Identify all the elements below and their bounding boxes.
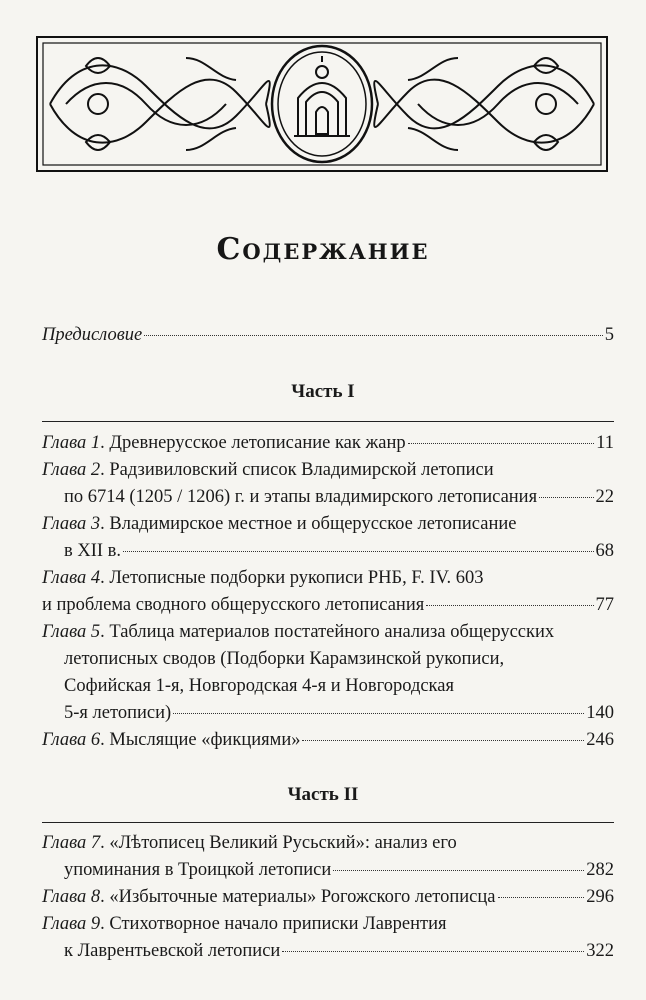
chapter-prefix: Глава 5 [42,622,101,642]
chapter-prefix: Глава 3 [42,514,101,534]
chapter-title: . Таблица материалов постатейного анализа общерусских [100,622,555,642]
toc-entry-chapter-7[interactable] [42,830,614,884]
part-heading: Часть II [287,784,359,805]
chapter-prefix: Глава 4 [42,568,101,588]
page-number: 22 [595,487,614,507]
leader-dots [123,551,593,552]
toc-entry-chapter-2[interactable] [42,457,614,511]
leader-dots [498,897,585,898]
leader-dots [302,740,584,741]
ornamental-header [36,36,608,172]
page-number: 68 [595,541,614,561]
page-number: 11 [596,433,614,453]
toc-entry-chapter-4[interactable] [42,565,614,619]
chapter-prefix: Глава 9 [42,914,101,934]
chapter-title-cont: летописных сводов (Подборки Карамзинской рукописи, [64,649,505,669]
chapter-prefix: Глава 7 [42,833,101,853]
divider [42,421,614,422]
chapter-prefix: Глава 8 [42,887,101,907]
leader-dots [144,335,603,336]
toc-entry-chapter-9[interactable] [42,911,614,965]
toc-entry-chapter-5[interactable] [42,619,614,727]
chapter-title: . Древнерусское летописание как жанр [100,433,406,453]
chapter-prefix: Глава 2 [42,460,101,480]
leader-dots [282,951,584,952]
chapter-title: . Владимирское местное и общерусское летописание [100,514,517,534]
part-heading: Часть I [291,381,355,402]
toc-entry-chapter-8[interactable] [42,884,614,911]
chapter-title: . «Избыточные материалы» Рогожского летописца [100,887,496,907]
leader-dots [408,443,595,444]
chapter-title-cont: и проблема сводного общерусского летописания [42,595,425,615]
page-title: Содержание [216,232,430,267]
chapter-title: . Летописные подборки рукописи РНБ, F. IV. 603 [100,568,484,588]
leader-dots [333,870,584,871]
chapter-title-cont: упоминания в Троицкой летописи [64,860,332,880]
chapter-title: . Мыслящие «фикциями» [100,730,301,750]
page-number: 282 [586,860,614,880]
chapter-prefix: Глава 1 [42,433,101,453]
toc-entry-chapter-1[interactable] [42,430,614,457]
chapter-title-cont: Софийская 1-я, Новгородская 4-я и Новгородская [64,676,454,696]
chapter-title-cont: 5-я летописи) [64,703,172,723]
page-number: 296 [586,887,614,907]
toc-entry-chapter-3[interactable] [42,511,614,565]
toc-entry-preface[interactable] [42,322,614,349]
leader-dots [426,605,593,606]
page-number: 246 [586,730,614,750]
preface-label: Предисловие [42,325,143,345]
chapter-title: . Радзивиловский список Владимирской летописи [100,460,494,480]
chapter-prefix: Глава 6 [42,730,101,750]
leader-dots [173,713,584,714]
leader-dots [539,497,593,498]
chapter-title: . Стихотворное начало приписки Лаврентия [100,914,447,934]
chapter-title-cont: к Лаврентьевской летописи [64,941,281,961]
toc-entry-chapter-6[interactable] [42,727,614,754]
page-number: 140 [586,703,614,723]
page-number: 322 [586,941,614,961]
chapter-title: . «Лѣтописец Великий Русьский»: анализ его [100,833,457,853]
divider [42,822,614,823]
chapter-title-cont: по 6714 (1205 / 1206) г. и этапы владимирского летописания [64,487,538,507]
page-number: 5 [604,325,614,345]
page-number: 77 [595,595,614,615]
chapter-title-cont: в XII в. [64,541,122,561]
